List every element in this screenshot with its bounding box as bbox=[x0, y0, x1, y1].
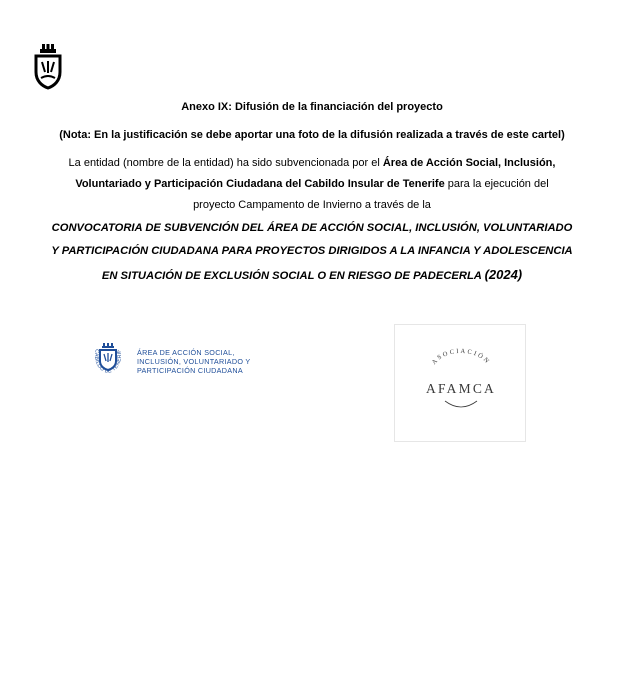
call-line-3 bbox=[0, 268, 624, 283]
afamca-emblem-icon bbox=[395, 325, 525, 441]
seal-ring-text: CABILDO DE TENERIF bbox=[92, 348, 124, 375]
call-text: EN SITUACIÓN DE EXCLUSIÓN SOCIAL O EN RIESGO DE PADECERLA bbox=[101, 270, 482, 282]
svg-text:ASOCIACIÓN bbox=[431, 348, 492, 366]
cabildo-area-logo bbox=[90, 337, 270, 387]
afamca-logo bbox=[394, 324, 526, 442]
body-line-2 bbox=[0, 177, 624, 191]
annex-title: Anexo IX: Difusión de la financiación del proyecto bbox=[181, 101, 443, 113]
body-line-1 bbox=[0, 156, 624, 170]
area-line-2: INCLUSIÓN, VOLUNTARIADO Y bbox=[137, 357, 251, 366]
cabildo-area-text bbox=[137, 348, 250, 375]
cabildo-seal-icon bbox=[90, 337, 126, 385]
afamca-name: AFAMCA bbox=[426, 381, 496, 396]
afamca-arc-text: ASOCIACIÓN bbox=[430, 347, 492, 367]
body-text: para la ejecución del bbox=[444, 178, 549, 190]
area-line-3: PARTICIPACIÓN CIUDADANA bbox=[137, 366, 243, 375]
call-year: (2024) bbox=[484, 267, 523, 282]
body-line-3: proyecto Campamento de Invierno a través de la bbox=[193, 199, 431, 211]
body-emphasis: Área de Acción Social, Inclusión, bbox=[382, 157, 556, 169]
body-text: La entidad (nombre de la entidad) ha sido subvencionada por el bbox=[68, 157, 383, 169]
note-text: (Nota: En la justificación se debe aportar una foto de la difusión realizada a través de este cartel) bbox=[59, 129, 565, 141]
call-line-1: CONVOCATORIA DE SUBVENCIÓN DEL ÁREA DE ACCIÓN SOCIAL, INCLUSIÓN, VOLUNTARIADO bbox=[51, 222, 573, 234]
call-line-2: Y PARTICIPACIÓN CIUDADANA PARA PROYECTOS DIRIGIDOS A LA INFANCIA Y ADOLESCENCIA bbox=[51, 245, 573, 257]
area-line-1: ÁREA DE ACCIÓN SOCIAL, bbox=[137, 348, 235, 357]
cabildo-crest-icon bbox=[33, 42, 63, 90]
body-emphasis: Voluntariado y Participación Ciudadana del Cabildo Insular de Tenerife bbox=[75, 178, 445, 190]
